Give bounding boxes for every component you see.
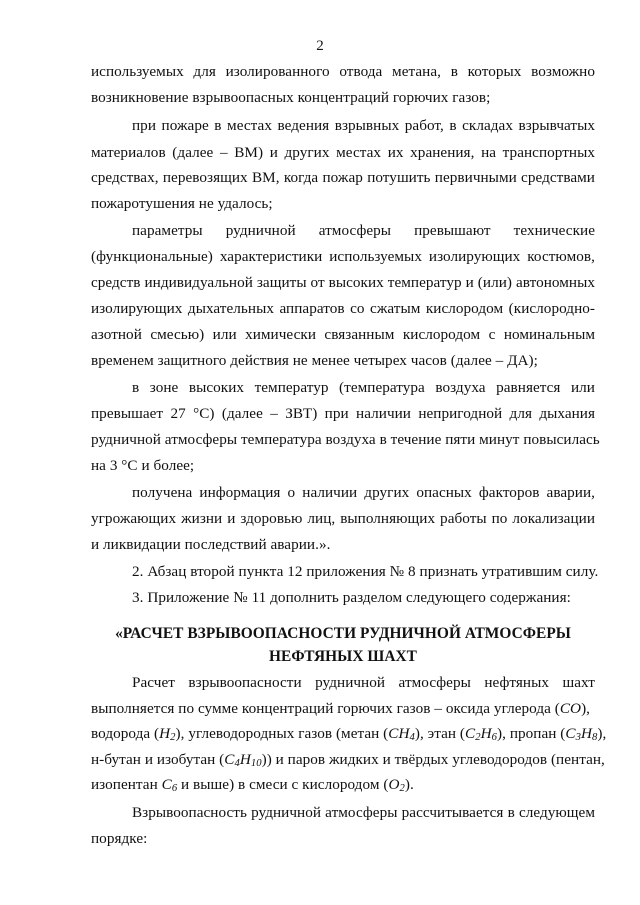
line-text: ), (597, 725, 607, 742)
text-line: порядке: (91, 830, 148, 847)
line-text: водорода ( (91, 725, 160, 742)
formula-h2: $H_2$ (159, 725, 176, 743)
text-line: (функциональные) характеристики используемых изолирующих костюмов, (91, 248, 595, 265)
line-text: )) и паров жидких и твёрдых углеводородов (пентан, (261, 751, 605, 768)
formula-c6: $C_6$ (161, 776, 178, 794)
text-line: азотной смесью) или химически связанным кислородом с номинальным (91, 326, 595, 343)
line-text: ), этан ( (414, 725, 466, 742)
line-text: ), пропан ( (497, 725, 566, 742)
text-line: угрожающих жизни и здоровью лиц, выполняющих работы по локализации (91, 510, 595, 527)
line-text: выполняется по сумме концентраций горючих газов – оксида углерода ( (91, 700, 560, 717)
formula-line (91, 773, 595, 797)
text-line: используемых для изолированного отвода метана, в которых возможно (91, 63, 595, 80)
text-line: временем защитного действия не менее четырех часов (далее – ДА); (91, 352, 538, 369)
text-line: средств индивидуальной защиты от высоких температур и (или) автономных (91, 274, 595, 291)
text-line: Взрывоопасность рудничной атмосферы рассчитывается в следующем (132, 804, 595, 821)
formula-ch4: $CH_4$ (388, 725, 415, 743)
formula-co: CO (559, 700, 582, 717)
text-line: Расчет взрывоопасности рудничной атмосферы нефтяных шахт (132, 674, 595, 691)
section-heading: НЕФТЯНЫХ ШАХТ (269, 648, 417, 665)
formula-c3h8: $C_3H_8$ (565, 725, 598, 743)
text-line: при пожаре в местах ведения взрывных работ, в складах взрывчатых (132, 117, 595, 134)
text-line: 2. Абзац второй пункта 12 приложения № 8 признать утратившим силу. (132, 563, 599, 580)
formula-c4h10: $C_4H_{10}$ (224, 751, 262, 769)
section-heading: «РАСЧЕТ ВЗРЫВООПАСНОСТИ РУДНИЧНОЙ АТМОСФЕРЫ (115, 625, 571, 642)
text-line: на 3 °С и более; (91, 457, 195, 474)
line-text: изопентан (91, 776, 162, 793)
text-line: материалов (далее – ВМ) и других местах их хранения, на транспортных (91, 144, 595, 161)
line-text: ), (581, 700, 591, 717)
text-line: получена информация о наличии других опасных факторов аварии, (132, 484, 595, 501)
text-line: превышает 27 °С) (далее – ЗВТ) при наличии непригодной для дыхания (91, 405, 595, 422)
line-text: ), углеводородных газов (метан ( (175, 725, 389, 742)
text-line: в зоне высоких температур (температура воздуха равняется или (132, 379, 595, 396)
text-line: рудничной атмосферы температура воздуха в течение пяти минут повысилась (91, 431, 600, 448)
text-line: и ликвидации последствий аварии.». (91, 536, 331, 553)
text-line: 3. Приложение № 11 дополнить разделом следующего содержания: (132, 589, 571, 606)
text-line: параметры рудничной атмосферы превышают технические (132, 222, 595, 239)
line-text: ). (404, 776, 414, 793)
line-text: и выше) в смеси с кислородом ( (177, 776, 389, 793)
formula-o2: $O_2$ (388, 776, 405, 794)
text-line: пожаротушения не удалось; (91, 195, 273, 212)
formula-c2h6: $C_2H_6$ (465, 725, 498, 743)
line-text: н-бутан и изобутан ( (91, 751, 225, 768)
text-line: изолирующих дыхательных аппаратов со сжатым кислородом (кислородно- (91, 300, 595, 317)
text-line: возникновение взрывоопасных концентраций горючих газов; (91, 89, 491, 106)
page-number: 2 (316, 38, 324, 54)
formula-line (91, 722, 607, 746)
formula-line (91, 697, 595, 721)
formula-line (91, 748, 605, 772)
text-line: средствах, перевозящих ВМ, когда пожар потушить первичными средствами (91, 169, 595, 186)
